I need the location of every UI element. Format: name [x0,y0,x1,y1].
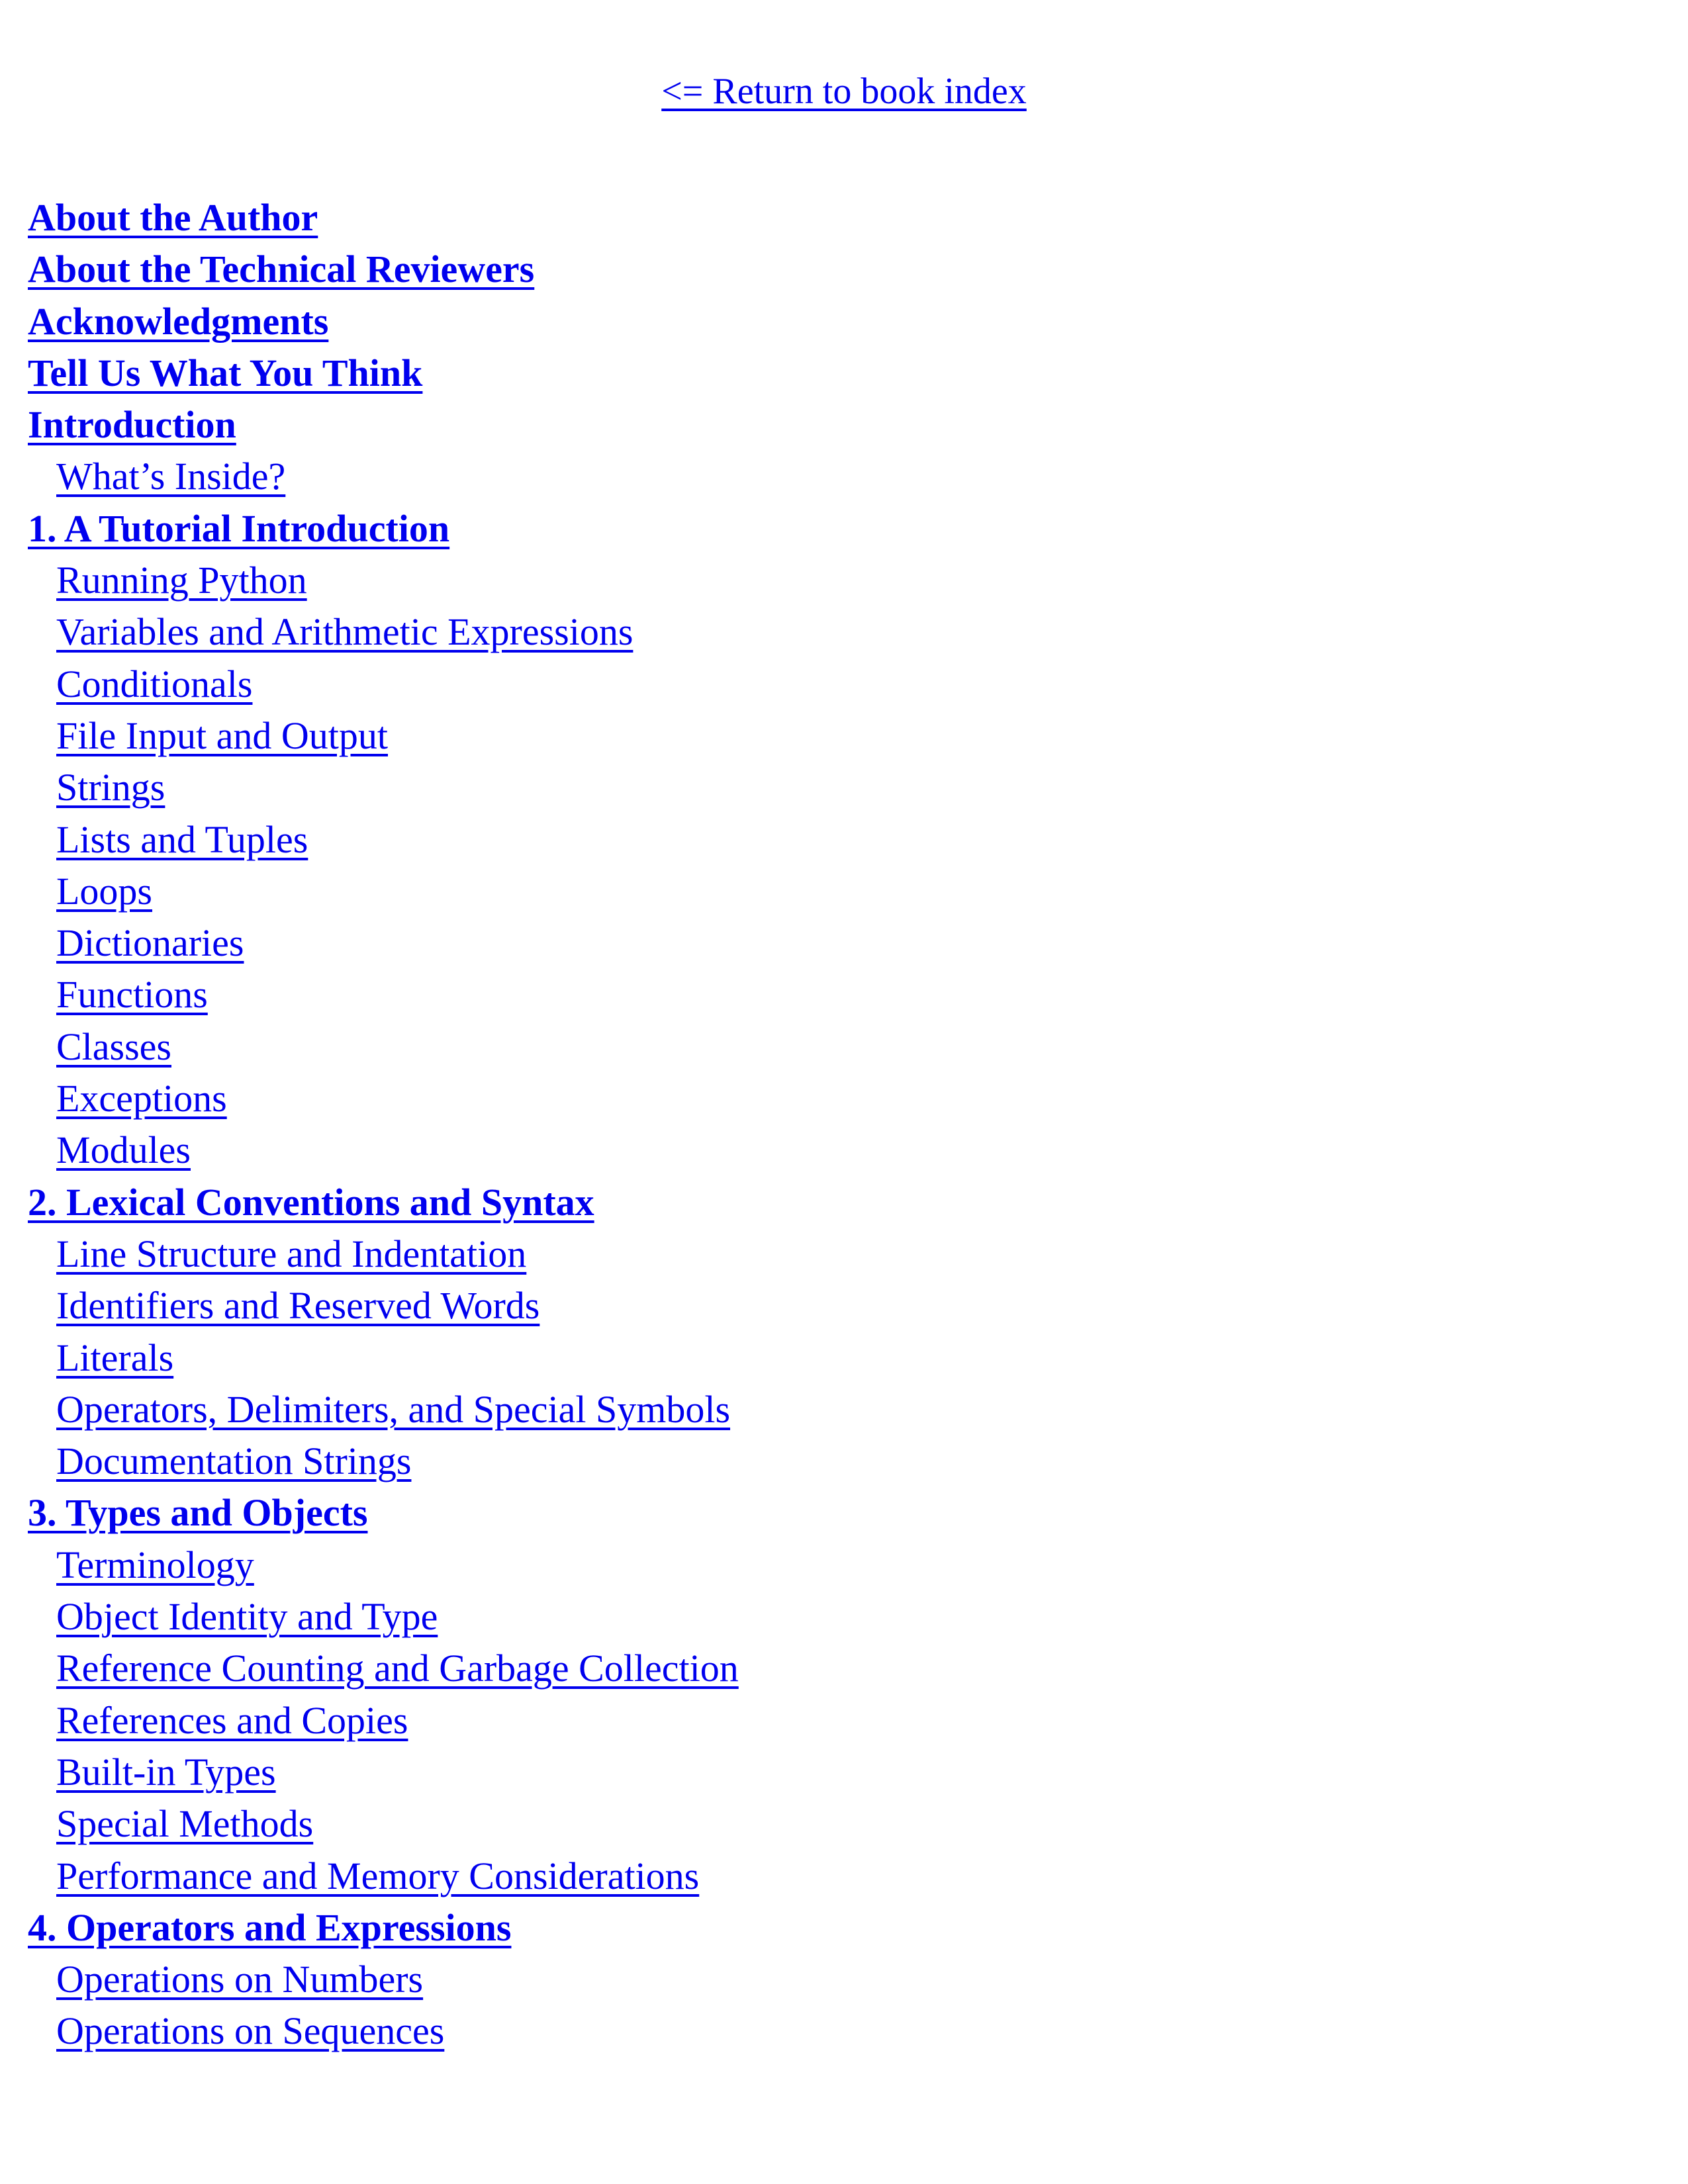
toc-section-link[interactable]: Identifiers and Reserved Words [56,1284,540,1328]
toc-chapter-row [28,192,1617,244]
toc-section-link[interactable]: Dictionaries [56,921,244,965]
toc-section-row [28,1332,1617,1384]
toc-section-row [28,555,1617,606]
toc-chapter-link[interactable]: 3. Types and Objects [28,1491,368,1535]
toc-chapter-link[interactable]: Tell Us What You Think [28,351,423,394]
toc-section-row [28,1539,1617,1591]
toc-section-link[interactable]: Terminology [56,1543,254,1586]
toc-section-row [28,866,1617,917]
toc-section-row [28,710,1617,762]
toc-chapter-link[interactable]: Introduction [28,403,236,447]
toc-section-row [28,969,1617,1021]
toc-section-row [28,2005,1617,2057]
toc-section-row [28,1021,1617,1073]
toc-chapter-link[interactable]: About the Technical Reviewers [28,248,535,291]
toc-section-link[interactable]: Object Identity and Type [56,1595,438,1639]
toc-section-row [28,659,1617,710]
toc-chapter-row [28,244,1617,295]
toc-section-row [28,1073,1617,1124]
toc-section-row [28,1643,1617,1694]
toc-section-link[interactable]: Strings [56,766,165,809]
toc-section-row [28,1435,1617,1487]
toc-section-link[interactable]: References and Copies [56,1698,408,1742]
toc-chapter-row [28,1177,1617,1228]
toc-section-row [28,451,1617,502]
toc-section-row [28,1695,1617,1747]
toc-section-row [28,1280,1617,1332]
toc-section-link[interactable]: Built-in Types [56,1750,276,1794]
toc-section-row [28,1798,1617,1850]
return-to-index-row [0,65,1688,118]
toc-section-link[interactable]: Performance and Memory Considerations [56,1854,700,1897]
toc-section-link[interactable]: Functions [56,973,208,1017]
toc-section-row [28,1850,1617,1902]
toc-section-row [28,1124,1617,1176]
toc-section-link[interactable]: File Input and Output [56,713,389,757]
toc-section-link[interactable]: Operators, Delimiters, and Special Symbols [56,1387,731,1431]
toc-section-link[interactable]: Line Structure and Indentation [56,1232,527,1275]
toc-section-link[interactable]: Running Python [56,559,307,602]
table-of-contents [28,192,1617,2058]
toc-section-link[interactable]: Reference Counting and Garbage Collection [56,1647,739,1690]
toc-chapter-row [28,296,1617,347]
return-to-book-index-link[interactable]: <= Return to book index [661,71,1027,112]
toc-section-row [28,606,1617,658]
toc-section-row [28,1954,1617,2005]
toc-section-row [28,917,1617,969]
toc-chapter-link[interactable]: Acknowledgments [28,299,329,343]
toc-section-link[interactable]: Literals [56,1336,174,1379]
toc-section-link[interactable]: Variables and Arithmetic Expressions [56,610,633,654]
toc-chapter-link[interactable]: About the Author [28,196,318,239]
toc-section-link[interactable]: Exceptions [56,1077,227,1120]
toc-section-link[interactable]: Classes [56,1024,171,1068]
toc-chapter-row [28,503,1617,555]
toc-chapter-link[interactable]: 1. A Tutorial Introduction [28,506,450,550]
toc-section-link[interactable]: Modules [56,1128,191,1172]
toc-chapter-row [28,1487,1617,1539]
toc-chapter-link[interactable]: 4. Operators and Expressions [28,1905,512,1949]
toc-section-link[interactable]: Operations on Sequences [56,2009,445,2053]
toc-section-link[interactable]: Conditionals [56,662,253,705]
toc-section-row [28,1747,1617,1798]
toc-section-row [28,762,1617,813]
toc-section-link[interactable]: Operations on Numbers [56,1958,424,2001]
toc-section-row [28,814,1617,866]
toc-section-link[interactable]: Loops [56,869,152,913]
toc-chapter-row [28,1902,1617,1954]
toc-section-row [28,1591,1617,1643]
toc-section-link[interactable]: Documentation Strings [56,1439,412,1483]
toc-section-link[interactable]: Special Methods [56,1802,314,1846]
toc-section-link[interactable]: What’s Inside? [56,455,286,498]
toc-section-row [28,1228,1617,1280]
toc-chapter-link[interactable]: 2. Lexical Conventions and Syntax [28,1180,594,1224]
toc-section-row [28,1384,1617,1435]
toc-chapter-row [28,347,1617,399]
toc-section-link[interactable]: Lists and Tuples [56,817,308,861]
toc-chapter-row [28,399,1617,451]
